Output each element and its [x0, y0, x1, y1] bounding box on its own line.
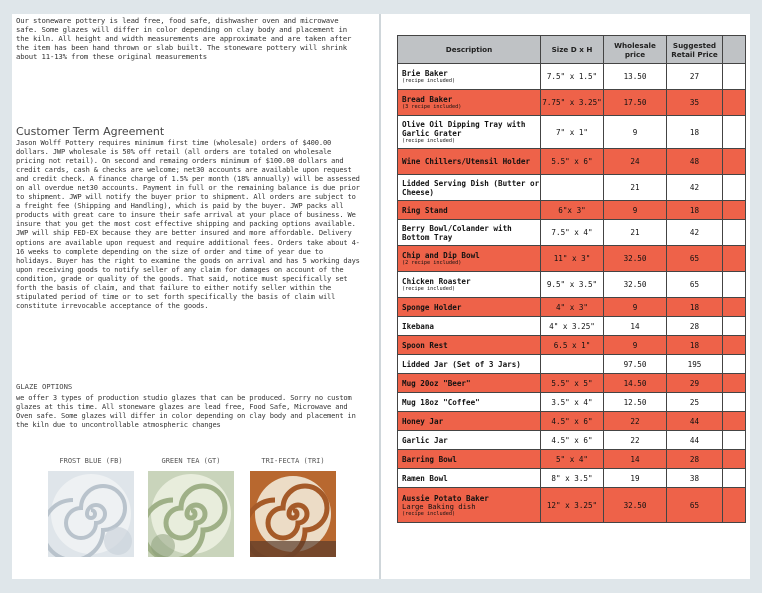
- row-retail: 44: [667, 431, 723, 450]
- item-name: Aussie Potato Baker: [402, 493, 489, 503]
- row-retail: 42: [667, 220, 723, 246]
- row-retail: 18: [667, 298, 723, 317]
- green-tea-glaze-image: [148, 471, 234, 557]
- table-row: [398, 450, 746, 469]
- row-blank: [723, 450, 746, 469]
- row-blank: [723, 336, 746, 355]
- item-name: Bread Baker: [402, 95, 453, 104]
- item-name: Honey Jar: [402, 416, 444, 426]
- item-name: Ramen Bowl: [402, 473, 448, 483]
- glaze-swatch-frost-blue: [48, 457, 134, 562]
- row-description: [398, 412, 541, 431]
- row-blank: [723, 201, 746, 220]
- row-blank: [723, 272, 746, 298]
- intro-paragraph: Our stoneware pottery is lead free, food safe, dishwasher oven and microwave safe. Some glazes will differ in color depending on clay body and placement in the kiln. All height and width measurements are approximate and are taken after the item has been hand thrown or slab built. The stoneware pottery will shrink about 11-13% from these original measurements: [16, 16, 352, 62]
- row-size: 5.5" x 6": [541, 149, 604, 175]
- row-blank: [723, 355, 746, 374]
- row-retail: 44: [667, 412, 723, 431]
- row-retail: 18: [667, 201, 723, 220]
- item-name: Lidded Serving Dish (Butter or Cheese): [402, 178, 540, 197]
- row-retail: 195: [667, 355, 723, 374]
- row-wholesale: 32.50: [604, 488, 667, 523]
- row-blank: [723, 90, 746, 116]
- frost-blue-glaze-image: [48, 471, 134, 557]
- row-wholesale: 14.50: [604, 374, 667, 393]
- row-size: 7" x 1": [541, 116, 604, 149]
- row-size: 4.5" x 6": [541, 431, 604, 450]
- row-retail: 65: [667, 488, 723, 523]
- row-retail: 28: [667, 450, 723, 469]
- row-wholesale: 9: [604, 116, 667, 149]
- row-description: [398, 317, 541, 336]
- item-name: Lidded Jar (Set of 3 Jars): [402, 359, 521, 369]
- row-retail: 65: [667, 246, 723, 272]
- row-size: 9.5" x 3.5": [541, 272, 604, 298]
- row-retail: 48: [667, 149, 723, 175]
- row-wholesale: 13.50: [604, 64, 667, 90]
- glaze-swatch-tri-fecta: [250, 457, 336, 562]
- row-description: [398, 393, 541, 412]
- terms-paragraph: Jason Wolff Pottery requires minimum first time (wholesale) orders of $400.00 dollars. JWP wholesale is 50% off retail (all orders are totaled on wholesale pricing not retail). On second and remaing orders minimum of $100.00 dollars and credit cards, cash & checks are welcome; net30 accounts are available upon request and credit check. A finance charge of 1.5% per month (18% annually) will be assessed on all overdue net30 accounts. Payment in full or the remaining balance is due prior to shipment. JWP will notify the buyer prior to shipment. All orders are subject to a freight fee (Shipping and Handling), which is paid by the buyer. JWP packs all products with great care to insure their safe arrival at your place of business. We insure that you get the most cost effective shipping and packing options available. JWP will ship FED-EX because they are better insured and more affordable. Delivery options are available upon request and require additional fees. Orders take about 4-16 weeks to complete depending on the size of order and time of year due to holidays. Buyer has the right to examine the goods on arrival and has 5 working days upon receiving goods to notify seller of any claim for damages on account of the condition, grade or quality of the goods. That said, notice must specifically set forth the basis of claim, and that failure to either notify seller within the stipulated period of time or to set forth specifically the basis of claim will constitute irrevocable acceptance of the goods.: [16, 138, 360, 310]
- row-description: [398, 450, 541, 469]
- item-note: (recipe included): [402, 78, 456, 84]
- table-row: [398, 220, 746, 246]
- row-blank: [723, 64, 746, 90]
- row-wholesale: 24: [604, 149, 667, 175]
- row-size: 4" x 3.25": [541, 317, 604, 336]
- row-wholesale: 32.50: [604, 272, 667, 298]
- table-row: [398, 201, 746, 220]
- page-spine: [379, 14, 381, 579]
- row-description: [398, 355, 541, 374]
- row-description: [398, 469, 541, 488]
- header-retail: Suggested Retail Price: [667, 36, 723, 64]
- row-wholesale: 32.50: [604, 246, 667, 272]
- table-row: [398, 246, 746, 272]
- header-size: Size D x H: [541, 36, 604, 64]
- row-size: 6.5 x 1": [541, 336, 604, 355]
- table-row: [398, 317, 746, 336]
- row-description: [398, 336, 541, 355]
- row-blank: [723, 149, 746, 175]
- row-blank: [723, 469, 746, 488]
- table-row: [398, 149, 746, 175]
- row-retail: 42: [667, 175, 723, 201]
- row-size: 3.5" x 4": [541, 393, 604, 412]
- item-note: (recipe included): [402, 138, 456, 144]
- table-row: [398, 116, 746, 149]
- row-wholesale: 22: [604, 412, 667, 431]
- row-description: [398, 272, 541, 298]
- item-name: Garlic Jar: [402, 435, 448, 445]
- item-name: Wine Chillers/Utensil Holder: [402, 157, 531, 166]
- terms-title: Customer Term Agreement: [16, 125, 165, 138]
- table-row: [398, 488, 746, 523]
- row-blank: [723, 220, 746, 246]
- table-row: [398, 336, 746, 355]
- swatch-label: GREEN TEA (GT): [161, 457, 221, 465]
- row-size: 4.5" x 6": [541, 412, 604, 431]
- row-size: [541, 355, 604, 374]
- row-retail: 28: [667, 317, 723, 336]
- header-wholesale: Wholesale price: [604, 36, 667, 64]
- table-row: [398, 393, 746, 412]
- row-blank: [723, 431, 746, 450]
- item-note: (recipe included): [402, 286, 456, 292]
- item-name: Chip and Dip Bowl: [402, 251, 480, 260]
- row-wholesale: 21: [604, 175, 667, 201]
- item-name: Spoon Rest: [402, 340, 448, 350]
- row-retail: 29: [667, 374, 723, 393]
- row-description: [398, 431, 541, 450]
- item-name: Olive Oil Dipping Tray with Garlic Grater: [402, 120, 526, 138]
- row-wholesale: 97.50: [604, 355, 667, 374]
- row-retail: 18: [667, 116, 723, 149]
- row-blank: [723, 175, 746, 201]
- item-name: Chicken Roaster: [402, 277, 471, 286]
- row-size: 7.5" x 4": [541, 220, 604, 246]
- row-wholesale: 22: [604, 431, 667, 450]
- table-row: [398, 469, 746, 488]
- table-row: [398, 355, 746, 374]
- table-row: [398, 298, 746, 317]
- row-size: 4" x 3": [541, 298, 604, 317]
- row-size: 7.75" x 3.25": [541, 90, 604, 116]
- row-description: [398, 246, 541, 272]
- item-name: Berry Bowl/Colander with Bottom Tray: [402, 223, 512, 242]
- swatch-label: FROST BLUE (FB): [59, 457, 123, 465]
- row-wholesale: 9: [604, 298, 667, 317]
- table-row: [398, 431, 746, 450]
- row-description: [398, 201, 541, 220]
- row-wholesale: 17.50: [604, 90, 667, 116]
- glaze-swatch-green-tea: [148, 457, 234, 562]
- row-retail: 65: [667, 272, 723, 298]
- item-name: Ikebana: [402, 321, 435, 331]
- row-blank: [723, 393, 746, 412]
- row-blank: [723, 246, 746, 272]
- row-description: [398, 374, 541, 393]
- header-blank: [723, 36, 746, 64]
- table-header-row: [398, 36, 746, 64]
- row-size: 11" x 3": [541, 246, 604, 272]
- item-name: Sponge Holder: [402, 302, 462, 312]
- swatch-label: TRI-FECTA (TRI): [261, 457, 325, 465]
- row-size: 5.5" x 5": [541, 374, 604, 393]
- row-size: 5" x 4": [541, 450, 604, 469]
- row-description: [398, 116, 541, 149]
- glaze-options-title: GLAZE OPTIONS: [16, 382, 73, 391]
- row-retail: 18: [667, 336, 723, 355]
- table-row: [398, 64, 746, 90]
- row-blank: [723, 298, 746, 317]
- item-name: Ring Stand: [402, 205, 448, 215]
- row-description: [398, 64, 541, 90]
- row-retail: 25: [667, 393, 723, 412]
- row-description: [398, 149, 541, 175]
- price-table: [397, 35, 746, 523]
- row-size: 12" x 3.25": [541, 488, 604, 523]
- table-row: [398, 175, 746, 201]
- table-row: [398, 412, 746, 431]
- item-name: Barring Bowl: [402, 454, 457, 464]
- row-wholesale: 14: [604, 450, 667, 469]
- row-wholesale: 12.50: [604, 393, 667, 412]
- row-retail: 27: [667, 64, 723, 90]
- row-wholesale: 9: [604, 201, 667, 220]
- row-wholesale: 21: [604, 220, 667, 246]
- row-retail: 35: [667, 90, 723, 116]
- row-blank: [723, 374, 746, 393]
- row-description: [398, 488, 541, 523]
- row-retail: 38: [667, 469, 723, 488]
- row-blank: [723, 488, 746, 523]
- item-name: Brie Baker: [402, 69, 448, 78]
- row-size: 7.5" x 1.5": [541, 64, 604, 90]
- table-row: [398, 272, 746, 298]
- item-name: Mug 20oz "Beer": [402, 378, 471, 388]
- row-blank: [723, 317, 746, 336]
- row-wholesale: 19: [604, 469, 667, 488]
- row-size: 6"x 3": [541, 201, 604, 220]
- item-subtitle: Large Baking dish: [402, 501, 476, 511]
- row-description: [398, 298, 541, 317]
- glaze-options-paragraph: we offer 3 types of production studio glazes that can be produced. Sorry no custom glazes at this time. All stoneware glazes are lead free, Food Safe, Microwave and Oven safe. Some glazes will differ in color depending on clay body and placement in the kiln due to uncontrollable atmospheric changes: [16, 393, 356, 430]
- item-note: (2 recipe included): [402, 260, 462, 266]
- header-description: Description: [398, 36, 541, 64]
- row-description: [398, 220, 541, 246]
- row-description: [398, 175, 541, 201]
- row-description: [398, 90, 541, 116]
- table-row: [398, 374, 746, 393]
- item-note: (3 recipe included): [402, 104, 462, 110]
- row-size: 8" x 3.5": [541, 469, 604, 488]
- row-wholesale: 14: [604, 317, 667, 336]
- row-size: [541, 175, 604, 201]
- item-note: (recipe included): [402, 510, 456, 517]
- row-blank: [723, 116, 746, 149]
- row-wholesale: 9: [604, 336, 667, 355]
- table-row: [398, 90, 746, 116]
- item-name: Mug 18oz "Coffee": [402, 397, 480, 407]
- tri-fecta-glaze-image: [250, 471, 336, 557]
- row-blank: [723, 412, 746, 431]
